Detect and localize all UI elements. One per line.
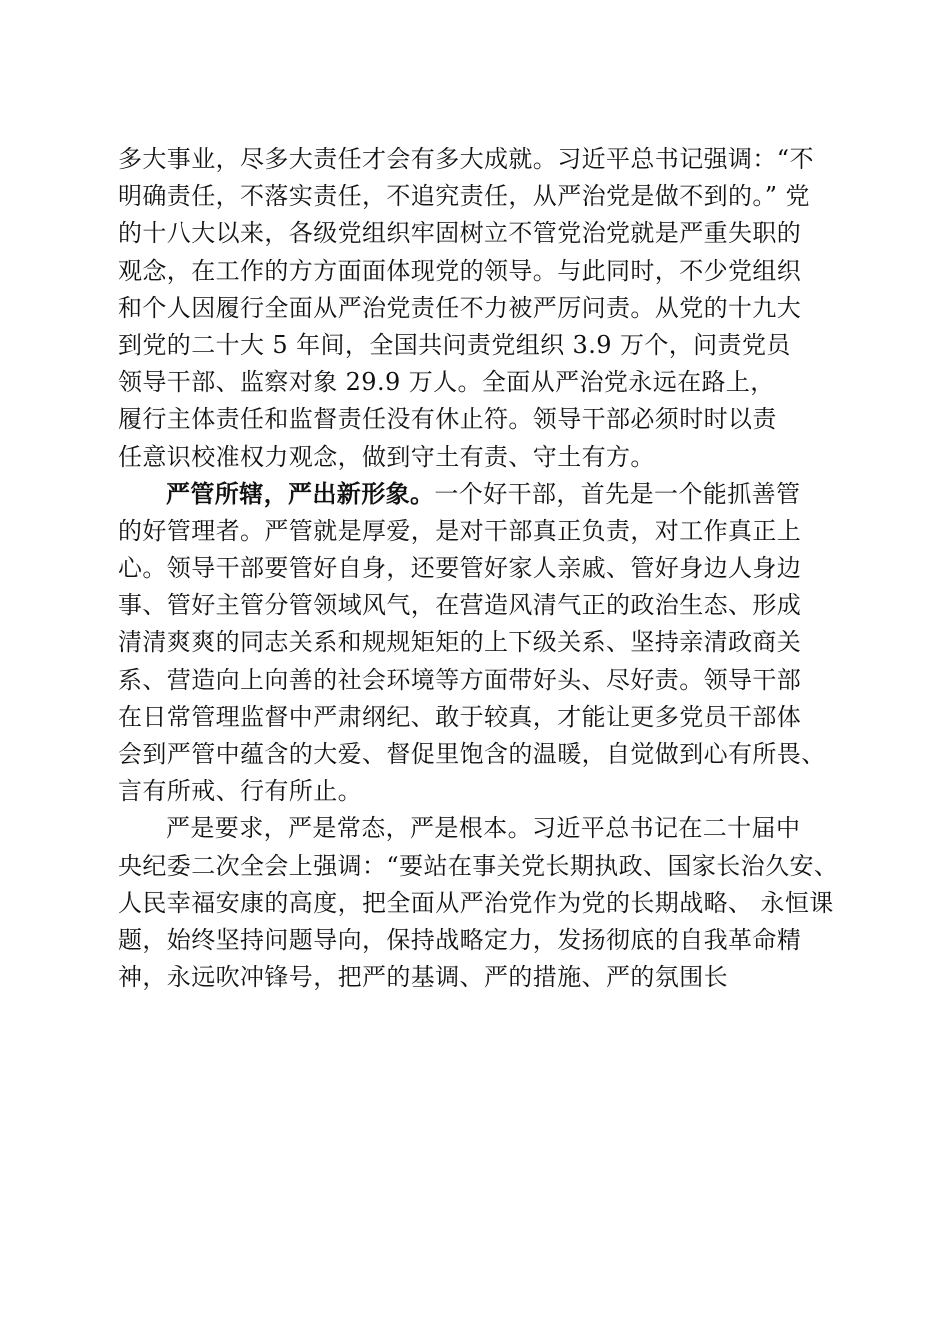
text-run: 一个好干部，首先是一个能抓善管: [434, 479, 801, 508]
section-heading: 严管所辖，严出新形象。: [166, 479, 435, 508]
text-line: 言有所戒、行有所止。: [118, 777, 362, 806]
text-line: 领导干部、监察对象 29.9 万人。全面从严治党永远在路上，: [118, 368, 775, 397]
document-page: [118, 141, 838, 996]
text-line: 在日常管理监督中严肃纲纪、敢于较真，才能让更多党员干部体: [118, 702, 802, 731]
text-line: 任意识校准权力观念，做到守土有责、守土有方。: [118, 442, 655, 471]
text-line: [118, 476, 838, 513]
text-line: 严是要求，严是常态，严是根本。习近平总书记在二十届中: [166, 814, 801, 843]
text-line: 的好管理者。严管就是厚爱，是对干部真正负责，对工作真正上: [118, 516, 802, 545]
text-line: 的十八大以来，各级党组织牢固树立不管党治党就是严重失职的: [118, 219, 802, 248]
text-line: 事、管好主管分管领域风气，在营造风清气正的政治生态、形成: [118, 591, 802, 620]
paragraph-strict-management: [118, 476, 838, 811]
text-line: 明确责任，不落实责任，不追究责任，从严治党是做不到的。” 党: [118, 182, 810, 211]
text-line: 央纪委二次全会上强调：“要站在事关党长期执政、国家长治久安、: [118, 851, 839, 880]
text-line: 观念，在工作的方方面面体现党的领导。与此同时，不少党组织: [118, 256, 802, 285]
text-line: 系、营造向上向善的社会环境等方面带好头、尽好责。领导干部: [118, 665, 802, 694]
text-line: 多大事业，尽多大责任才会有多大成就。习近平总书记强调：“不: [118, 145, 814, 173]
text-line: 到党的二十大 5 年间，全国共问责党组织 3.9 万个，问责党员: [118, 330, 791, 359]
text-line: 和个人因履行全面从严治党责任不力被严厉问责。从党的十九大: [118, 293, 802, 322]
text-line: 题，始终坚持问题导向，保持战略定力，发扬彻底的自我革命精: [118, 925, 802, 954]
text-line: 清清爽爽的同志关系和规规矩矩的上下级关系、坚持亲清政商关: [118, 628, 802, 657]
text-line: 会到严管中蕴含的大爱、督促里饱含的温暖，自觉做到心有所畏、: [118, 740, 826, 768]
text-line: 心。领导干部要管好自身，还要管好家人亲戚、管好身边人身边: [118, 554, 802, 583]
text-line: 神，永远吹冲锋号，把严的基调、严的措施、严的氛围长: [118, 963, 728, 992]
paragraph-strictness: [118, 810, 838, 996]
text-line: 人民幸福安康的高度，把全面从严治党作为党的长期战略、 永恒课: [118, 888, 834, 917]
text-line: 履行主体责任和监督责任没有休止符。领导干部必须时时以责: [118, 405, 777, 434]
paragraph-responsibility: [118, 141, 838, 476]
